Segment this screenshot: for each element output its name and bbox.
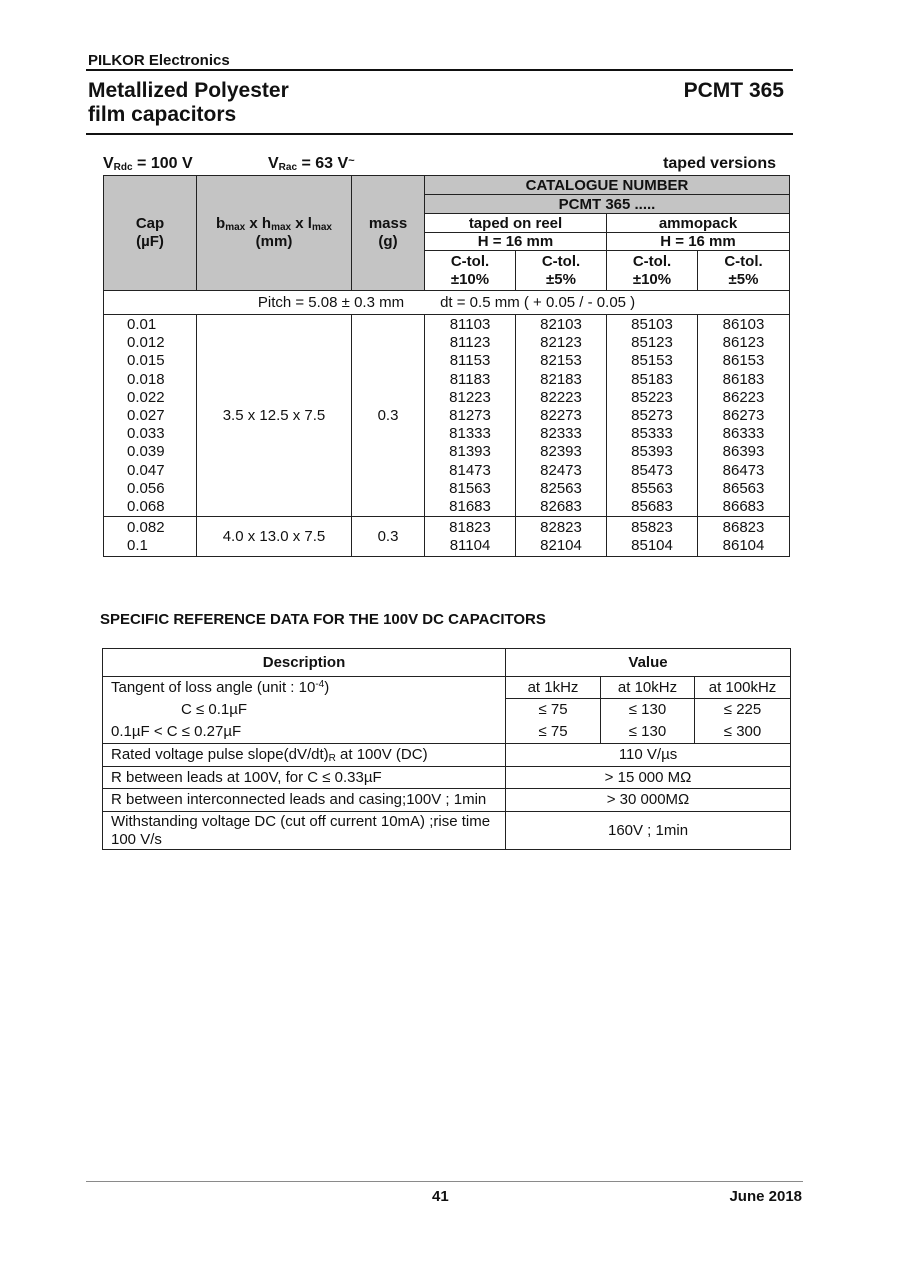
cap-value: 0.056 xyxy=(127,479,165,497)
catalogue-number: 85103 xyxy=(631,316,673,333)
pitch-cell xyxy=(104,291,790,315)
pulse-slope-value: 110 V/µs xyxy=(506,744,791,767)
catalogue-number: 81223 xyxy=(449,388,491,406)
catalogue-number: 81273 xyxy=(449,407,491,425)
capacitor-group-row xyxy=(104,517,790,557)
rated-dc-voltage xyxy=(103,155,193,173)
header-rule-bottom xyxy=(86,133,793,135)
catalogue-number: 85223 xyxy=(631,388,673,406)
reel-tol10-codes-cell xyxy=(425,315,516,517)
withstanding-description: Withstanding voltage DC (cut off current 10mA) ;rise time 100 V/s xyxy=(103,812,506,850)
cap-value: 0.1 xyxy=(127,537,148,555)
tangent-label xyxy=(111,677,499,699)
cap-value: 0.068 xyxy=(127,498,165,516)
r-casing-row xyxy=(103,789,791,812)
tangent-label-text: Tangent of loss angle (unit : 10 xyxy=(111,679,316,696)
catalogue-number: 86333 xyxy=(722,425,765,443)
rated-ac-voltage-symbol: V xyxy=(268,155,279,172)
dim-h-subscript: max xyxy=(271,222,292,233)
cap-header-unit: (µF) xyxy=(136,233,164,250)
header-rule-top xyxy=(86,69,793,71)
mass-cell: 0.3 xyxy=(352,315,425,517)
tangent-value: ≤ 75 xyxy=(538,701,568,718)
cap-header-label: Cap xyxy=(135,215,165,232)
page-number: 41 xyxy=(432,1188,449,1205)
pulse-slope-description xyxy=(103,744,506,767)
catalogue-number: 85473 xyxy=(631,461,673,479)
dt-spec: dt = 0.5 mm ( + 0.05 / - 0.05 ) xyxy=(440,293,636,311)
product-title xyxy=(88,79,289,127)
catalogue-number: 85273 xyxy=(631,407,673,425)
frequency-header: at 10kHz xyxy=(601,677,695,699)
cap-value: 0.022 xyxy=(127,388,165,406)
tangent-value: ≤ 300 xyxy=(723,723,762,740)
cap-value: 0.039 xyxy=(127,443,165,461)
catalogue-number: 85153 xyxy=(631,352,673,370)
tolerance-value: ±10% xyxy=(632,270,672,288)
pulse-slope-label-end: at 100V (DC) xyxy=(335,746,428,763)
tolerance-header xyxy=(698,251,790,291)
catalogue-number: 86823 xyxy=(722,519,765,537)
tangent-label-end: ) xyxy=(324,679,330,696)
tangent-value: ≤ 75 xyxy=(538,723,568,740)
catalogue-number: 82683 xyxy=(540,498,582,516)
pulse-slope-subscript: R xyxy=(328,753,336,764)
ac-tilde: ~ xyxy=(348,155,355,167)
value-header: Value xyxy=(506,649,791,677)
tangent-values-10khz xyxy=(601,699,695,744)
reference-table xyxy=(102,648,791,850)
cap-value: 0.012 xyxy=(127,334,165,352)
cap-value: 0.082 xyxy=(127,519,165,537)
reference-section-title: SPECIFIC REFERENCE DATA FOR THE 100V DC CAPACITORS xyxy=(100,611,546,628)
catalogue-number: 86273 xyxy=(722,407,765,425)
reel-tol10-codes-cell xyxy=(425,517,516,557)
catalogue-number: 85333 xyxy=(631,425,673,443)
tolerance-header xyxy=(607,251,698,291)
pulse-slope-row xyxy=(103,744,791,767)
cap-value: 0.033 xyxy=(127,425,165,443)
catalogue-number: 86183 xyxy=(722,370,765,388)
cap-value: 0.047 xyxy=(127,461,165,479)
tangent-exponent: -4 xyxy=(315,679,325,690)
withstanding-value: 160V ; 1min xyxy=(506,812,791,850)
ammopack-height-header: H = 16 mm xyxy=(607,233,790,251)
mass-cell: 0.3 xyxy=(352,517,425,557)
pitch-spec: Pitch = 5.08 ± 0.3 mm xyxy=(257,293,405,311)
ammo-tol5-codes-cell xyxy=(698,517,790,557)
packaging-ammopack-header: ammopack xyxy=(607,214,790,233)
catalogue-number: 81183 xyxy=(449,370,491,388)
description-header: Description xyxy=(103,649,506,677)
catalogue-number: 82823 xyxy=(540,519,582,537)
catalogue-number: 82123 xyxy=(540,334,582,352)
dimensions-cell: 4.0 x 13.0 x 7.5 xyxy=(197,517,352,557)
mass-header xyxy=(352,176,425,291)
catalogue-number: 85393 xyxy=(631,443,673,461)
publication-date: June 2018 xyxy=(729,1188,802,1205)
catalogue-number: 82333 xyxy=(540,425,582,443)
tangent-values-100khz xyxy=(695,699,791,744)
catalogue-number: 86393 xyxy=(722,443,765,461)
product-title-line-2: film capacitors xyxy=(88,103,237,126)
rated-ac-voltage xyxy=(268,155,355,173)
catalogue-number: 81153 xyxy=(449,352,491,370)
r-casing-description: R between interconnected leads and casing;100V ; 1min xyxy=(103,789,506,812)
reel-tol5-codes-cell xyxy=(516,517,607,557)
catalogue-number: 81333 xyxy=(449,425,491,443)
catalogue-number: 82104 xyxy=(540,537,582,555)
catalogue-number: 85183 xyxy=(631,370,673,388)
catalogue-number: 82223 xyxy=(540,388,582,406)
capacitor-group-row xyxy=(104,315,790,517)
catalogue-number: 82563 xyxy=(540,479,582,497)
part-number: PCMT 365 xyxy=(683,79,784,102)
tolerance-header xyxy=(425,251,516,291)
dim-l-symbol: l xyxy=(307,215,312,232)
catalogue-number: 82103 xyxy=(540,316,582,333)
header-row-catalogue xyxy=(104,176,790,195)
catalogue-number: 86563 xyxy=(722,479,765,497)
ammo-tol10-codes-cell xyxy=(607,315,698,517)
dim-separator: x xyxy=(245,215,262,232)
pulse-slope-label: Rated voltage pulse slope(dV/dt) xyxy=(111,746,329,763)
tolerance-label: C-tol. xyxy=(541,252,581,270)
catalogue-number: 86683 xyxy=(722,498,765,516)
mass-header-unit: (g) xyxy=(378,233,398,250)
catalogue-number: 85123 xyxy=(631,334,673,352)
rated-dc-voltage-value: = 100 V xyxy=(132,155,193,172)
catalogue-number: 81683 xyxy=(449,498,491,516)
catalogue-number: 82153 xyxy=(540,352,582,370)
rated-ac-voltage-subscript: Rac xyxy=(278,162,298,173)
tolerance-value: ±10% xyxy=(450,270,490,288)
catalogue-number: 82393 xyxy=(540,443,582,461)
tangent-condition: 0.1µF < C ≤ 0.27µF xyxy=(111,723,242,740)
tangent-values-1khz xyxy=(506,699,601,744)
catalogue-number: 86473 xyxy=(722,461,765,479)
reel-height-header: H = 16 mm xyxy=(425,233,607,251)
catalogue-number: 86223 xyxy=(722,388,765,406)
tangent-description xyxy=(103,677,506,744)
cap-value: 0.027 xyxy=(127,407,165,425)
ammo-tol10-codes-cell xyxy=(607,517,698,557)
pitch-row xyxy=(104,291,790,315)
r-leads-value: > 15 000 MΩ xyxy=(506,767,791,789)
tangent-value: ≤ 130 xyxy=(628,701,667,718)
catalogue-number: 81823 xyxy=(449,519,491,537)
dim-b-symbol: b xyxy=(216,215,226,232)
catalogue-number: 85683 xyxy=(631,498,673,516)
cap-header xyxy=(104,176,197,291)
catalogue-number: 85823 xyxy=(631,519,673,537)
dimensions-header-unit: (mm) xyxy=(255,233,293,250)
catalogue-number: 81473 xyxy=(449,461,491,479)
tangent-value: ≤ 130 xyxy=(628,723,667,740)
catalogue-table xyxy=(103,175,790,557)
tolerance-label: C-tol. xyxy=(724,252,763,270)
tolerance-value: ±5% xyxy=(728,270,759,288)
r-leads-description: R between leads at 100V, for C ≤ 0.33µF xyxy=(103,767,506,789)
reference-header-row xyxy=(103,649,791,677)
dim-h-symbol: h xyxy=(261,215,272,232)
catalogue-number: 82273 xyxy=(540,407,582,425)
catalogue-number: 85563 xyxy=(631,479,673,497)
tolerance-label: C-tol. xyxy=(632,252,672,270)
tolerance-header xyxy=(516,251,607,291)
rated-ac-voltage-value: = 63 V xyxy=(297,155,349,172)
product-title-line-1: Metallized Polyester xyxy=(88,79,289,102)
withstanding-row xyxy=(103,812,791,850)
dimensions-header xyxy=(197,176,352,291)
rated-dc-voltage-subscript: Rdc xyxy=(113,162,133,173)
cap-value: 0.015 xyxy=(127,352,165,370)
frequency-header: at 100kHz xyxy=(695,677,791,699)
catalogue-number-header: CATALOGUE NUMBER xyxy=(425,176,790,195)
cap-values-cell xyxy=(104,517,197,557)
catalogue-number: 86103 xyxy=(722,316,765,333)
catalogue-number: 82183 xyxy=(540,370,582,388)
dim-separator: x xyxy=(291,215,308,232)
frequency-header: at 1kHz xyxy=(506,677,601,699)
cap-value: 0.018 xyxy=(127,370,165,388)
cap-value: 0.01 xyxy=(127,316,157,333)
packaging-reel-header: taped on reel xyxy=(425,214,607,233)
dim-l-subscript: max xyxy=(311,222,332,233)
catalogue-number: 81104 xyxy=(449,537,491,555)
cap-values-cell xyxy=(104,315,197,517)
catalogue-number: 86123 xyxy=(722,334,765,352)
versions-label: taped versions xyxy=(663,155,776,172)
rated-dc-voltage-symbol: V xyxy=(103,155,114,172)
catalogue-number: 81103 xyxy=(449,316,491,333)
tolerance-label: C-tol. xyxy=(450,252,490,270)
dimensions-header-label xyxy=(197,215,351,233)
tangent-value: ≤ 225 xyxy=(723,701,762,718)
r-casing-value: > 30 000MΩ xyxy=(506,789,791,812)
footer-rule xyxy=(86,1181,803,1182)
reel-tol5-codes-cell xyxy=(516,315,607,517)
catalogue-number: 86104 xyxy=(722,537,765,555)
catalogue-number: 86153 xyxy=(722,352,765,370)
catalogue-number: 81123 xyxy=(449,334,491,352)
dimensions-cell: 3.5 x 12.5 x 7.5 xyxy=(197,315,352,517)
mass-header-label: mass xyxy=(368,215,408,232)
catalogue-number: 81563 xyxy=(449,479,491,497)
dim-b-subscript: max xyxy=(225,222,246,233)
tangent-row xyxy=(103,677,791,699)
company-name: PILKOR Electronics xyxy=(88,52,230,69)
tangent-condition: C ≤ 0.1µF xyxy=(181,701,248,718)
catalogue-number: 81393 xyxy=(449,443,491,461)
catalogue-number: 85104 xyxy=(631,537,673,555)
series-header: PCMT 365 ..... xyxy=(425,195,790,214)
ammo-tol5-codes-cell xyxy=(698,315,790,517)
catalogue-number: 82473 xyxy=(540,461,582,479)
r-leads-row xyxy=(103,767,791,789)
tolerance-value: ±5% xyxy=(546,270,576,288)
